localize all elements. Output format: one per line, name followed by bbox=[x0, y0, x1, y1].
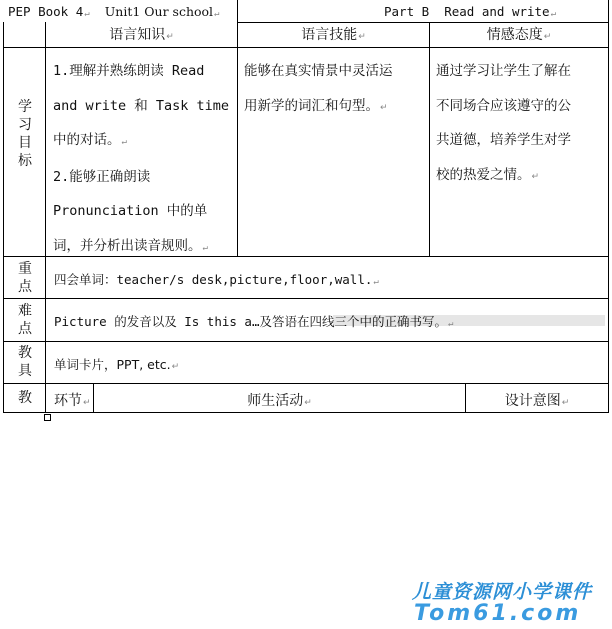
process-col-stage: 环节↵ bbox=[54, 393, 91, 409]
unit-label: Unit1 Our school bbox=[104, 4, 214, 19]
book-label: PEP Book 4 bbox=[8, 4, 84, 19]
key-points-text: 四会单词：teacher/s desk,picture,floor,wall.↵ bbox=[54, 272, 379, 287]
process-col-intent: 设计意图↵ bbox=[504, 393, 570, 409]
knowledge-text: 1.理解并熟练朗读 Read and write 和 Task time 中的对话。↵ 2.能够正确朗读 Pronunciation 中的单 词，并分析出读音规则。↵ bbox=[53, 63, 230, 254]
table-anchor-handle[interactable] bbox=[44, 414, 51, 421]
skills-text: 能够在真实情景中灵活运 用新学的词汇和句型。↵ bbox=[244, 63, 393, 114]
process-col-activities: 师生活动↵ bbox=[247, 393, 312, 409]
logo-chinese-text: 儿童资源网小学课件 bbox=[412, 581, 593, 603]
difficulties-label: 难 点 bbox=[18, 303, 32, 337]
process-label: 教 bbox=[18, 390, 32, 406]
objectives-label: 学 习 目 标 bbox=[18, 99, 32, 169]
heading-language-skills: 语言技能↵ bbox=[301, 27, 366, 43]
heading-language-knowledge: 语言知识↵ bbox=[109, 27, 174, 43]
logo-domain-text: Tom61.com bbox=[414, 601, 582, 626]
teaching-aids-label: 教 具 bbox=[18, 345, 32, 379]
header-book-unit: PEP Book 4↵ Unit1 Our school↵ bbox=[8, 4, 220, 19]
part-label: Part B bbox=[384, 4, 430, 19]
key-points-label: 重 点 bbox=[18, 261, 32, 295]
difficulties-text: Picture 的发音以及 Is this a…及答语在四线三个中的正确书写。↵ bbox=[54, 314, 454, 329]
teaching-aids-text: 单词卡片，PPT, etc.↵ bbox=[54, 357, 180, 372]
site-logo bbox=[408, 577, 608, 627]
header-part-lesson: Part B Read and write↵ bbox=[384, 4, 556, 19]
lesson-label: Read and write bbox=[444, 4, 550, 19]
heading-emotional-attitude: 情感态度↵ bbox=[486, 27, 552, 43]
attitude-text: 通过学习让学生了解在 不同场合应该遵守的公 共道德，培养学生对学 校的热爱之情。↵ bbox=[436, 63, 571, 183]
